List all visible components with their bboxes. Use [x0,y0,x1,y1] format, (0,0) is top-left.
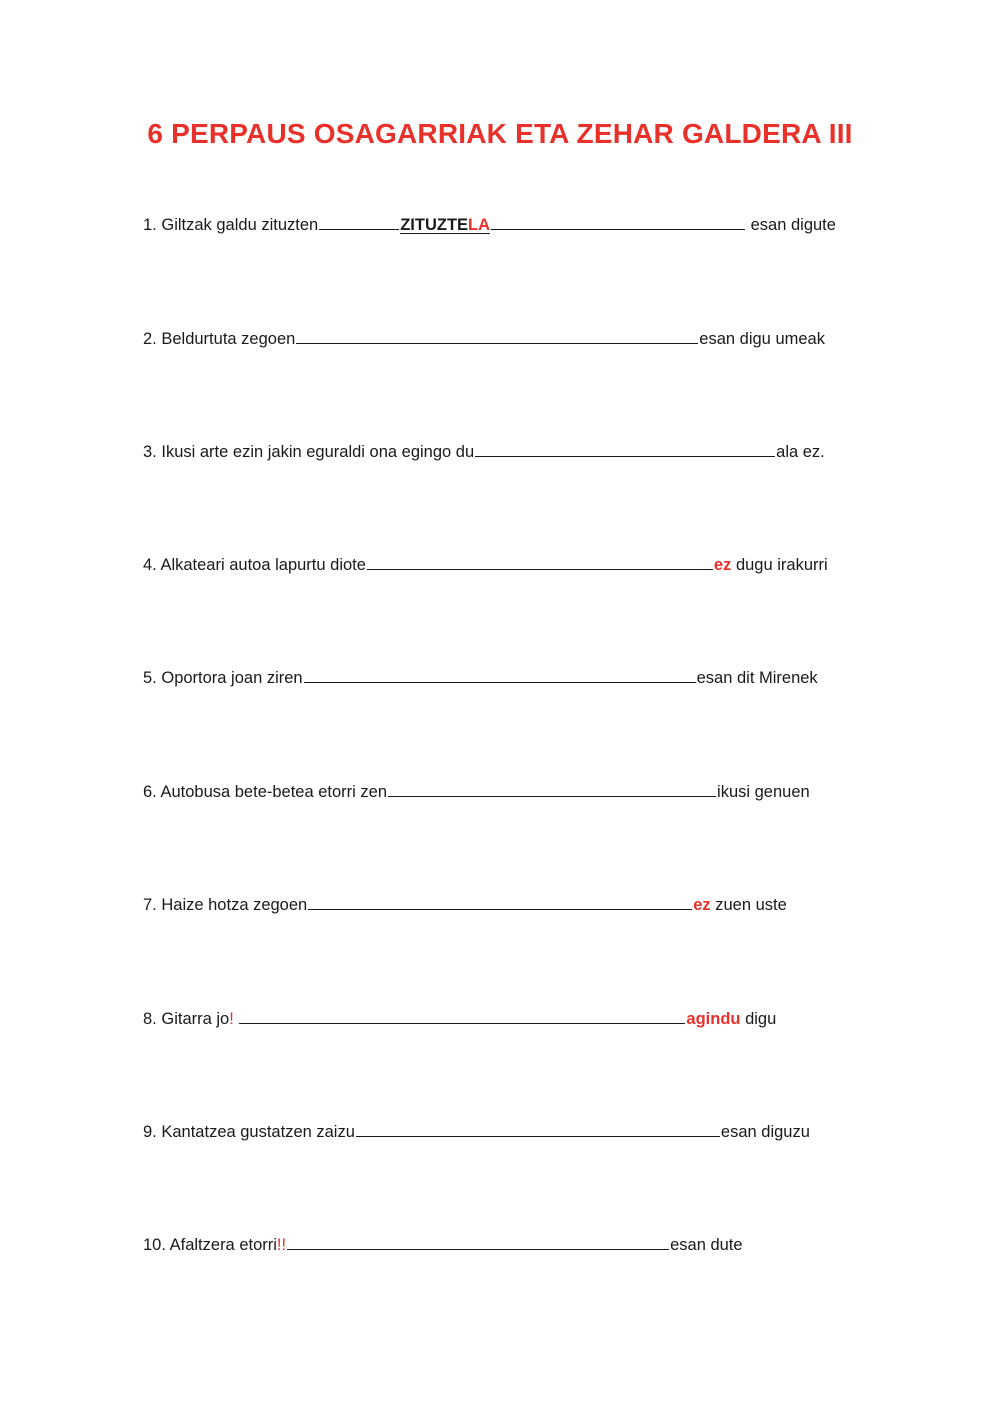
item-number: 8. [143,1010,157,1028]
answer-blank[interactable] [388,781,716,797]
answer-text-red: LA [468,216,491,234]
answer-blank[interactable] [367,554,713,570]
page-title: 6 PERPAUS OSAGARRIAK ETA ZEHAR GALDERA III [147,118,853,149]
answer-text-black: ZITUZTE [400,216,469,234]
item-number: 9. [143,1123,157,1141]
item-tail-red: agindu [686,1010,741,1028]
exercise-item-5 [143,667,818,689]
item-stem: Afaltzera etorri [169,1236,277,1254]
item-stem-red: ! [229,1010,234,1028]
item-tail: esan digu umeak [699,330,825,348]
item-stem: Beldurtuta zegoen [161,330,296,348]
item-number: 7. [143,896,157,914]
exercise-item-10 [143,1234,743,1256]
item-stem: Alkateari autoa lapurtu diote [160,556,366,574]
answer-blank[interactable] [304,667,696,683]
item-number: 2. [143,330,157,348]
answer-blank[interactable] [308,894,692,910]
item-stem: Haize hotza zegoen [161,896,308,914]
exercise-item-2 [143,328,825,350]
item-number: 6. [143,783,157,801]
answer-text [400,217,490,234]
item-stem: Kantatzea gustatzen zaizu [161,1123,355,1141]
exercise-item-9 [143,1121,810,1143]
item-stem: Oportora joan ziren [161,669,303,687]
exercise-item-1 [143,214,836,236]
item-tail: esan dute [670,1236,743,1254]
item-tail: zuen uste [710,896,787,914]
item-number: 1. [143,216,157,234]
exercise-item-6 [143,781,810,803]
item-tail-red: ez [713,556,732,574]
item-stem-red: !! [276,1236,287,1254]
item-tail: ala ez. [776,443,825,461]
item-number: 4. [143,556,157,574]
answer-blank[interactable] [239,1008,685,1024]
answer-blank[interactable] [475,441,775,457]
item-tail: esan digute [746,216,836,234]
item-stem: Ikusi arte ezin jakin eguraldi ona egingo du [161,443,475,461]
exercise-item-7 [143,894,787,916]
answer-blank[interactable] [356,1121,720,1137]
exercise-item-4 [143,554,828,576]
item-tail: dugu irakurri [731,556,828,574]
exercise-item-3 [143,441,825,463]
answer-blank[interactable] [287,1234,669,1250]
item-tail: esan diguzu [720,1123,810,1141]
item-stem: Autobusa bete-betea etorri zen [160,783,388,801]
item-tail: digu [740,1010,777,1028]
item-number: 10. [143,1236,166,1254]
item-stem: Gitarra jo [161,1010,230,1028]
answer-blank-short[interactable] [319,214,399,230]
item-tail: ikusi genuen [717,783,810,801]
item-stem: Giltzak galdu zituzten [161,216,319,234]
item-number: 5. [143,669,157,687]
item-tail-red: ez [693,896,711,914]
item-number: 3. [143,443,157,461]
item-tail: esan dit Mirenek [696,669,818,687]
answer-blank[interactable] [296,328,698,344]
answer-blank[interactable] [491,214,745,230]
exercise-item-8 [143,1008,776,1030]
